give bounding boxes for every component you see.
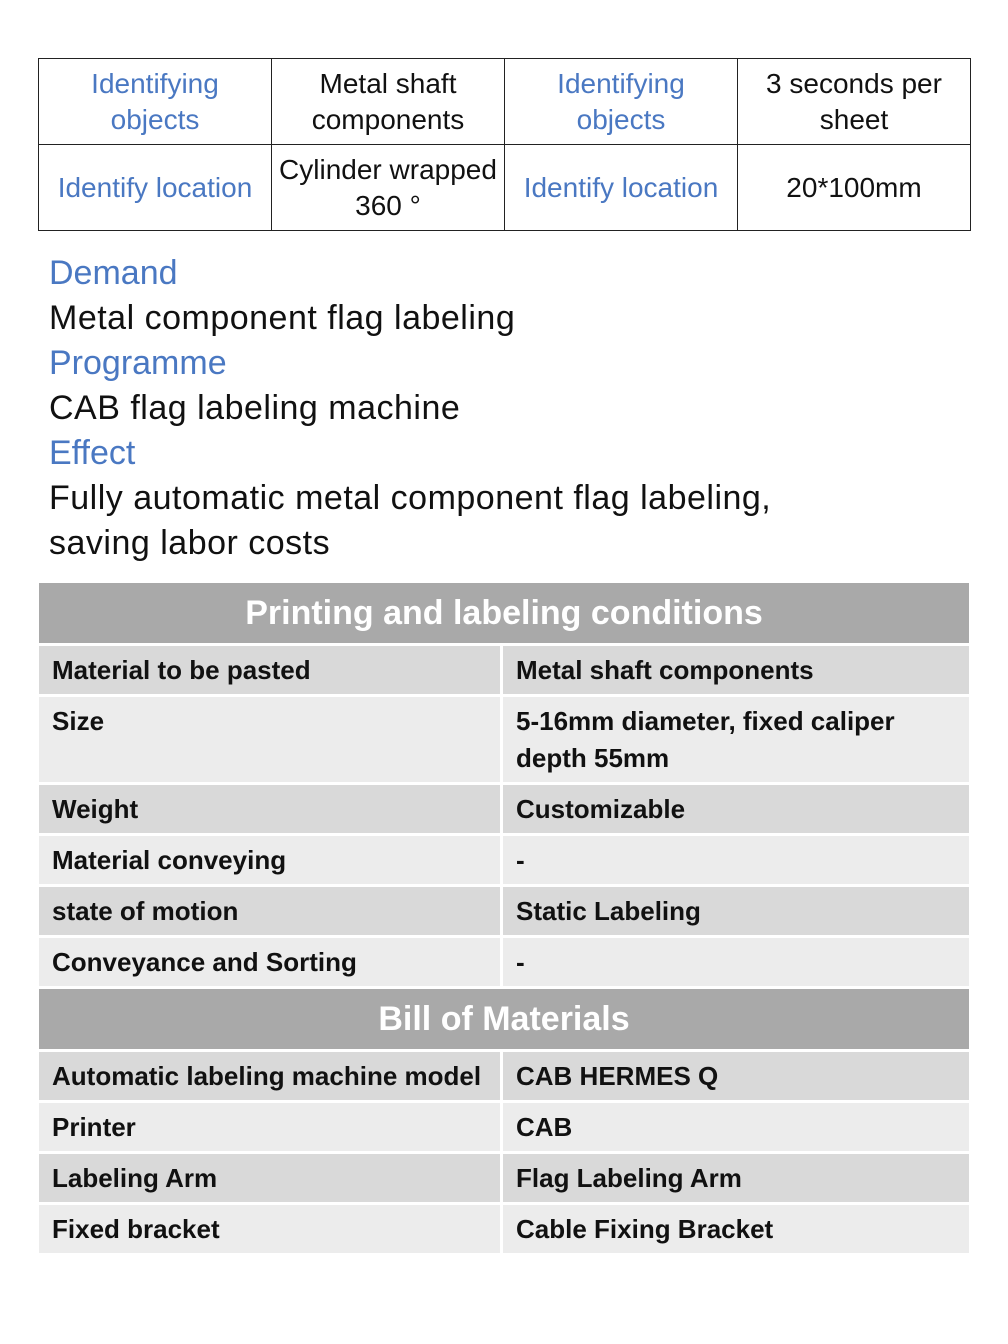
row-key: Material to be pasted xyxy=(39,646,503,694)
effect-heading: Effect xyxy=(49,434,136,472)
spec-label: Identifying objects xyxy=(505,59,738,145)
table-row xyxy=(39,1151,969,1202)
bom-title: Bill of Materials xyxy=(39,986,969,1049)
programme-heading: Programme xyxy=(49,344,227,382)
table-row xyxy=(39,935,969,986)
table-row xyxy=(39,833,969,884)
spec-label: Identify location xyxy=(505,145,738,231)
row-key: Size xyxy=(39,697,503,782)
table-row xyxy=(39,694,969,782)
row-key: state of motion xyxy=(39,887,503,935)
spec-label: Identifying objects xyxy=(39,59,272,145)
effect-text-line-1: Fully automatic metal component flag labeling, xyxy=(49,479,772,517)
effect-text-line-2: saving labor costs xyxy=(49,524,331,562)
row-value: CAB HERMES Q xyxy=(516,1061,719,1091)
table-row xyxy=(39,1049,969,1100)
spec-label: Identify location xyxy=(39,145,272,231)
requirements-summary xyxy=(49,251,969,566)
table-row xyxy=(39,884,969,935)
row-value: Cable Fixing Bracket xyxy=(516,1214,774,1244)
conditions-table xyxy=(39,583,969,1253)
row-key: Labeling Arm xyxy=(39,1154,503,1202)
spec-value: Metal shaft components xyxy=(272,59,505,145)
row-key: Fixed bracket xyxy=(39,1205,503,1253)
row-key: Material conveying xyxy=(39,836,503,884)
table-row xyxy=(39,643,969,694)
table-row xyxy=(39,782,969,833)
spec-value: Cylinder wrapped 360 ° xyxy=(272,145,505,231)
spec-value: 20*100mm xyxy=(738,145,971,231)
spec-grid xyxy=(38,58,971,231)
spec-grid-row xyxy=(39,59,971,145)
row-value: - xyxy=(516,845,525,875)
row-value: - xyxy=(516,947,525,977)
row-value: Static Labeling xyxy=(516,896,701,926)
row-value: 5-16mm diameter, fixed caliper depth 55mm xyxy=(516,706,895,773)
row-value: CAB xyxy=(516,1112,573,1142)
demand-heading: Demand xyxy=(49,254,178,292)
row-key: Weight xyxy=(39,785,503,833)
programme-text: CAB flag labeling machine xyxy=(49,389,461,427)
row-key: Conveyance and Sorting xyxy=(39,938,503,986)
table-row xyxy=(39,1202,969,1253)
table-row xyxy=(39,1100,969,1151)
row-value: Customizable xyxy=(516,794,686,824)
row-value: Metal shaft components xyxy=(516,655,814,685)
spec-value: 3 seconds per sheet xyxy=(738,59,971,145)
row-key: Printer xyxy=(39,1103,503,1151)
demand-text: Metal component flag labeling xyxy=(49,299,516,337)
row-key: Automatic labeling machine model xyxy=(39,1052,503,1100)
spec-grid-row xyxy=(39,145,971,231)
conditions-title: Printing and labeling conditions xyxy=(39,583,969,643)
row-value: Flag Labeling Arm xyxy=(516,1163,742,1193)
